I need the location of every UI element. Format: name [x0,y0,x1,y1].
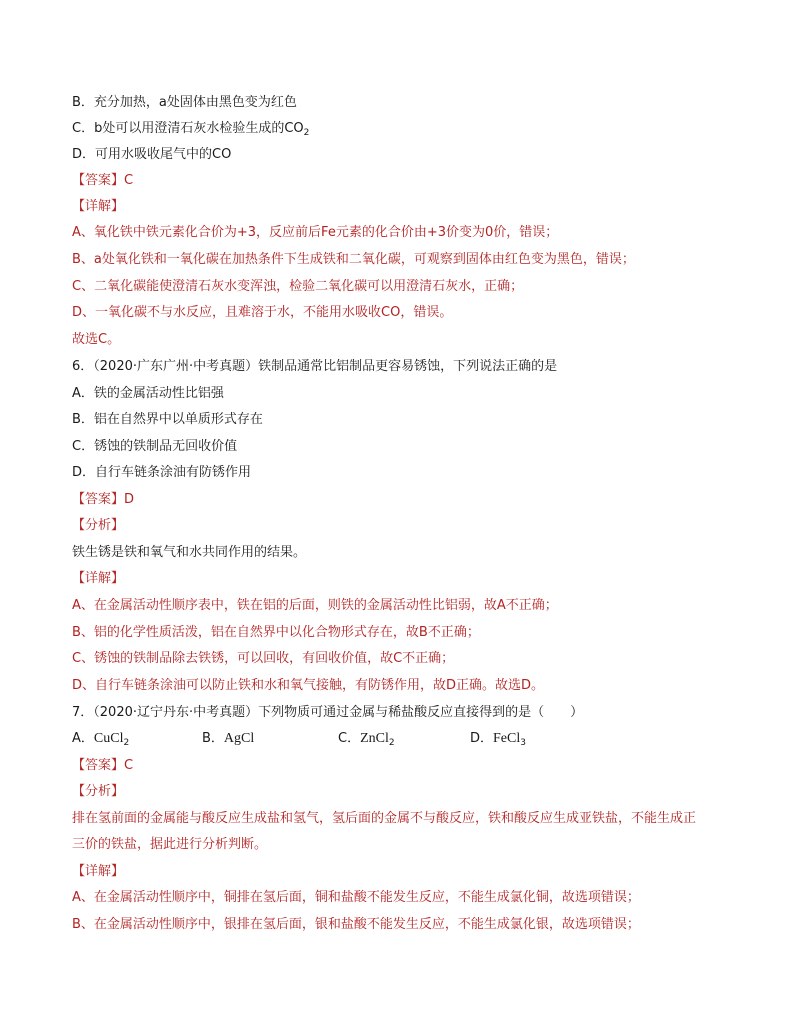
q5-detail-line: A、氧化铁中铁元素化合价为+3，反应前后Fe元素的化合价由+3价变为0价，错误； [72,225,559,240]
q5-detail-line: D、一氧化碳不与水反应，且难溶于水，不能用水吸收CO，错误。 [72,305,453,320]
q5-option-c-text: C．b处可以用澄清石灰水检验生成的CO [72,121,304,136]
q7-analysis-line: 排在氢前面的金属能与酸反应生成盐和氢气，氢后面的金属不与酸反应，铁和酸反应生成亚铁盐，不能生成正 [72,811,697,826]
q7-answer: 【答案】C [72,758,134,773]
q6-option-c: C．锈蚀的铁制品无回收价值 [72,439,238,454]
q7-detail-header: 【详解】 [72,864,125,879]
q6-option-b: B．铝在自然界中以单质形式存在 [72,412,263,427]
q7-stem: 7．（2020·辽宁丹东·中考真题）下列物质可通过金属与稀盐酸反应直接得到的是（ ） [72,705,584,720]
q6-detail-line: A、在金属活动性顺序表中，铁在铝的后面，则铁的金属活动性比铝弱，故A不正确； [72,598,558,613]
q5-option-c [72,120,309,138]
q5-option-d: D．可用水吸收尾气中的CO [72,147,232,162]
q7-analysis-line: 三价的铁盐，据此进行分析判断。 [72,837,268,852]
q5-conclusion: 故选C。 [72,332,121,347]
q6-stem: 6．（2020·广东广州·中考真题）铁制品通常比铝制品更容易锈蚀，下列说法正确的是 [72,359,558,374]
q6-answer: 【答案】D [72,492,135,507]
q7-analysis-header: 【分析】 [72,784,125,799]
q6-detail-line: D、自行车链条涂油可以防止铁和水和氧气接触，有防锈作用，故D正确。故选D。 [72,678,545,693]
q5-detail-line: C、二氧化碳能使澄清石灰水变浑浊，检验二氧化碳可以用澄清石灰水，正确； [72,279,524,294]
q6-analysis-header: 【分析】 [72,518,125,533]
q7-option-d: D．FeCl$_3$ [470,731,526,748]
q5-option-b: B．充分加热，a处固体由黑色变为红色 [72,95,297,110]
q6-detail-line: C、锈蚀的铁制品除去铁锈，可以回收，有回收价值，故C不正确； [72,651,455,666]
q6-detail-line: B、铝的化学性质活泼，铝在自然界中以化合物形式存在，故B不正确； [72,625,480,640]
q5-answer: 【答案】C [72,173,134,188]
q7-option-a: A．CuCl$_2$ [72,731,130,748]
q6-detail-header: 【详解】 [72,571,125,586]
q7-option-c: C．ZnCl$_2$ [338,731,395,748]
q6-option-a: A．铁的金属活动性比铝强 [72,386,224,401]
q5-detail-header: 【详解】 [72,199,125,214]
q5-option-c-subscript: 2 [303,128,310,138]
q7-detail-line: B、在金属活动性顺序中，银排在氢后面，银和盐酸不能发生反应，不能生成氯化银，故选项错误； [72,917,640,932]
q6-analysis: 铁生锈是铁和氧气和水共同作用的结果。 [72,545,307,560]
q5-detail-line: B、a处氧化铁和一氧化碳在加热条件下生成铁和二氧化碳，可观察到固体由红色变为黑色，错误； [72,252,635,267]
q6-option-d: D．自行车链条涂油有防锈作用 [72,465,252,480]
q7-option-b: B．AgCl [202,731,255,746]
q7-options [72,730,722,750]
q7-detail-line: A、在金属活动性顺序中，铜排在氢后面，铜和盐酸不能发生反应，不能生成氯化铜，故选项错误； [72,890,640,905]
